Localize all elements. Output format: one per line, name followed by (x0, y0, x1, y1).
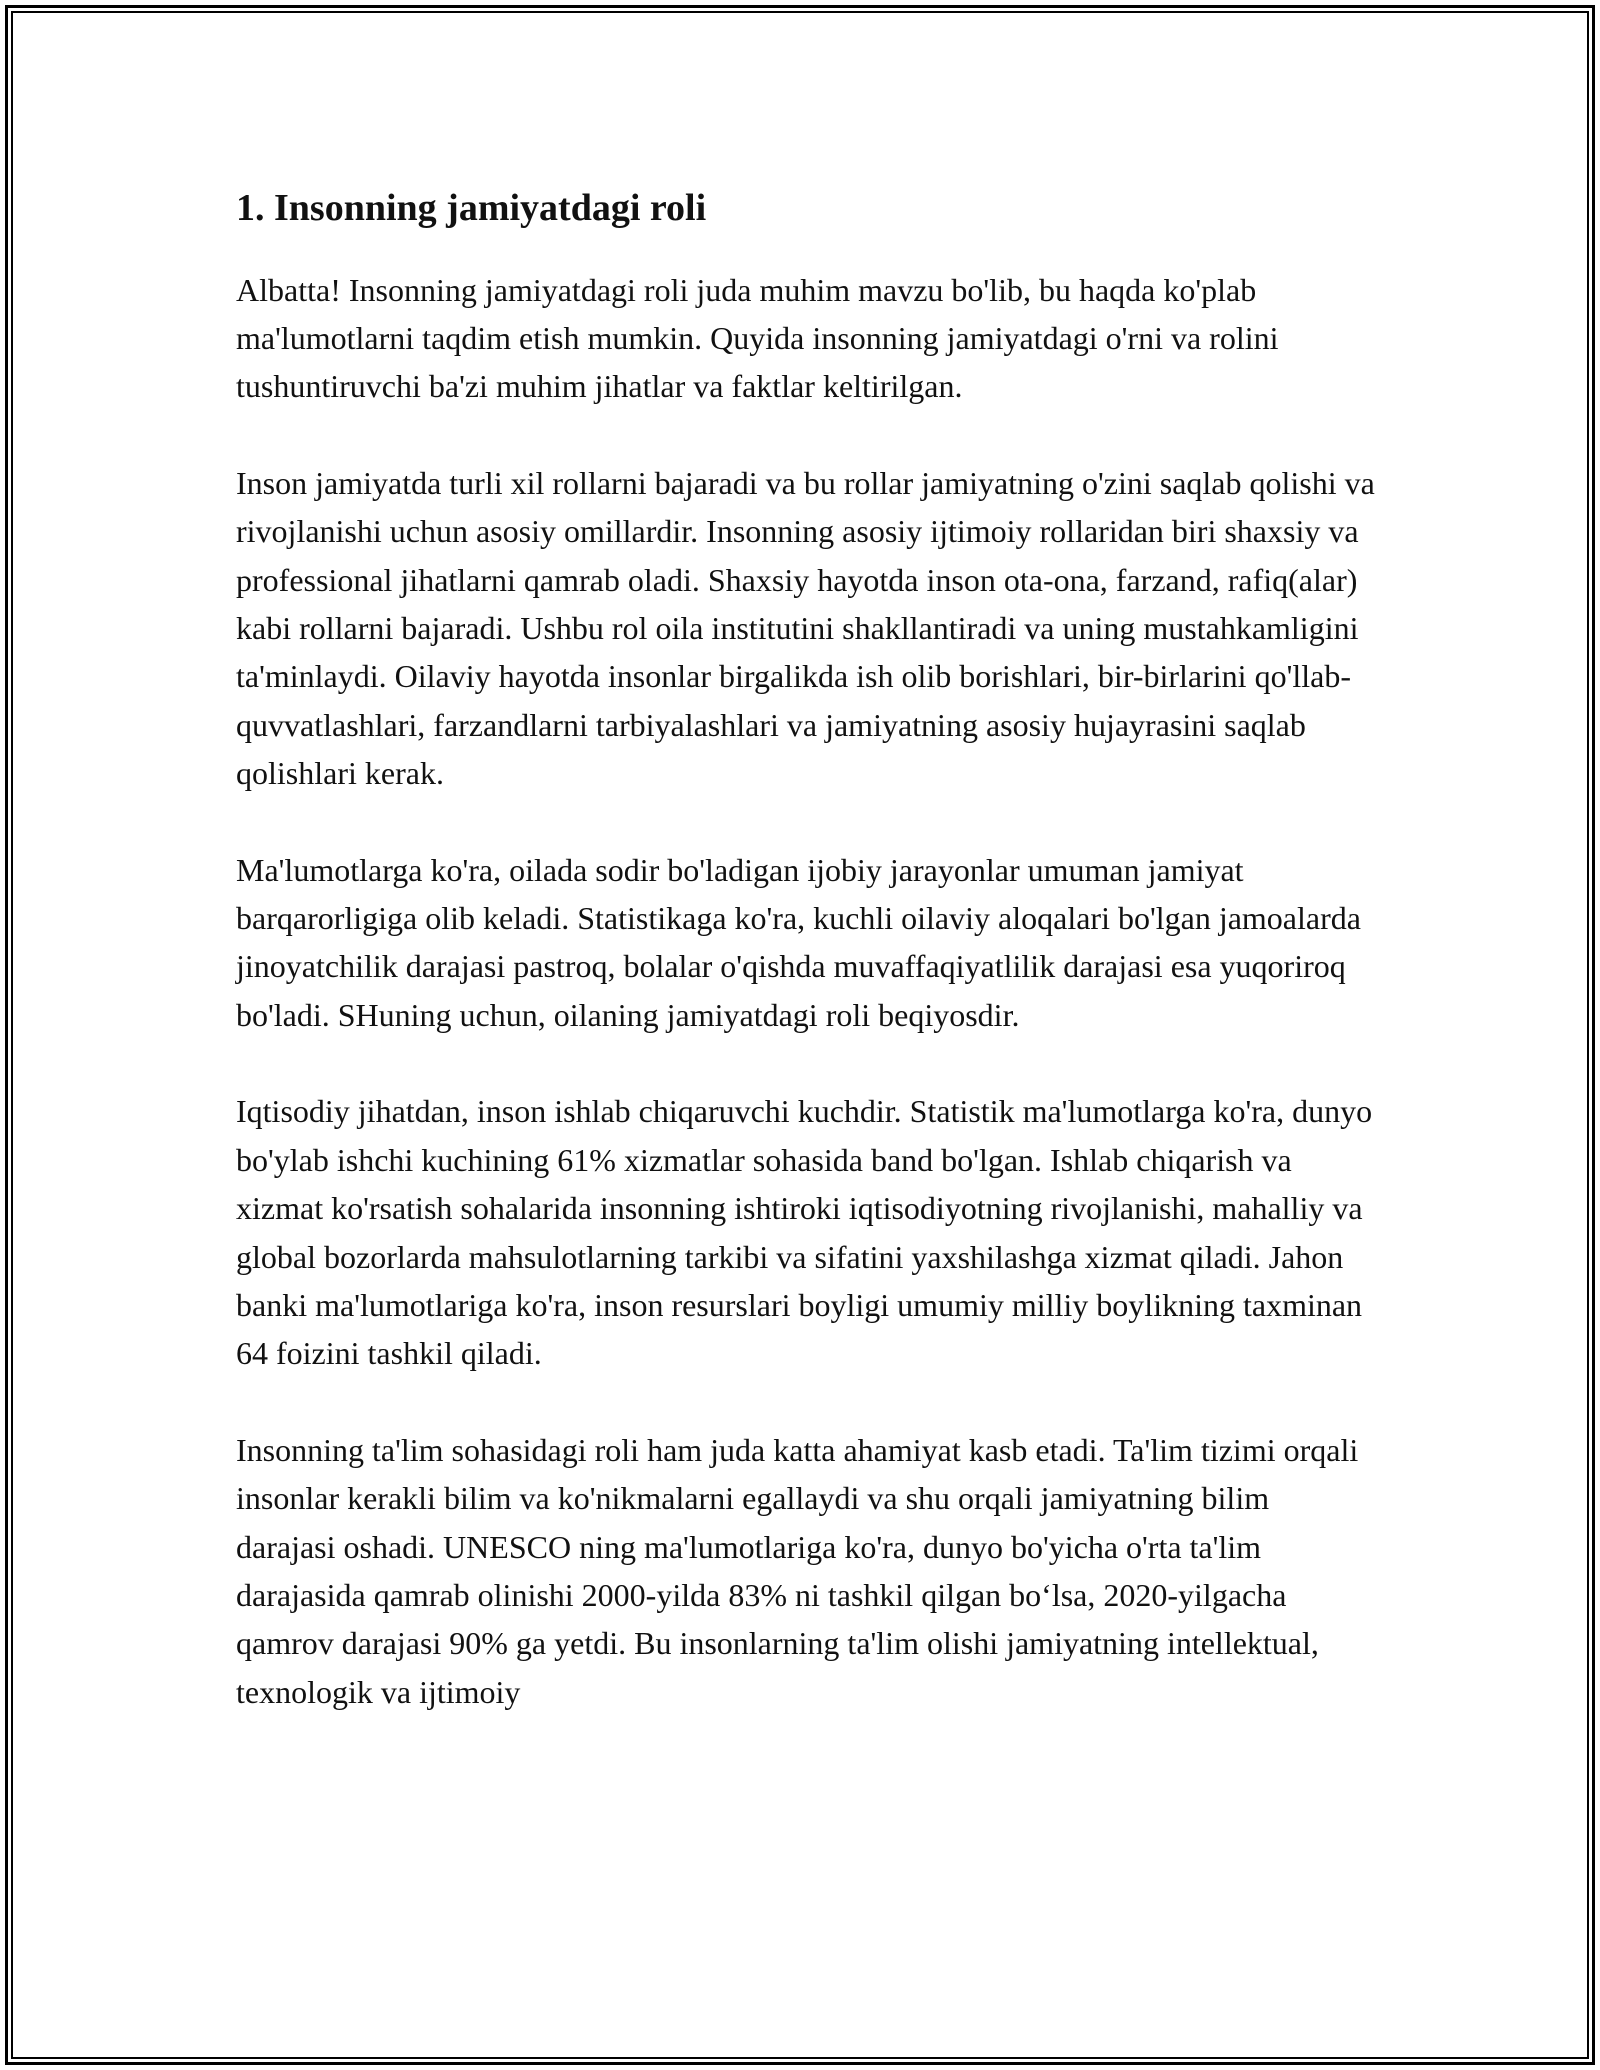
paragraph-social-roles: Inson jamiyatda turli xil rollarni bajaradi va bu rollar jamiyatning o'zini saqlab qolishi va rivojlanishi uchun asosiy omillardir. Insonning asosiy ijtimoiy rollaridan biri shaxsiy va professional jihatlarni qamrab oladi. Shaxsiy hayotda inson ota-ona, farzand, rafiq(alar) kabi rollarni bajaradi. Ushbu rol oila institutini shakllantiradi va uning mustahkamligini ta'minlaydi. Oilaviy hayotda insonlar birgalikda ish olib borishlari, bir-birlarini qo'llab-quvvatlashlari, farzandlarni tarbiyalashlari va jamiyatning asosiy hujayrasini saqlab qolishlari kerak. (236, 464, 1375, 792)
section-heading: 1. Insonning jamiyatdagi roli (236, 187, 707, 229)
paragraph-economic-role: Iqtisodiy jihatdan, inson ishlab chiqaruvchi kuchdir. Statistik ma'lumotlarga ko'ra, dunyo bo'ylab ishchi kuchining 61% xizmatlar sohasida band bo'lgan. Ishlab chiqarish va xizmat ko'rsatish sohalarida insonning ishtiroki iqtisodiyotning rivojlanishi, mahalliy va global bozorlarda mahsulotlarning tarkibi va sifatini yaxshilashga xizmat qiladi. Jahon banki ma'lumotlariga ko'ra, inson resurslari boyligi umumiy milliy boylikning taxminan 64 foizini tashkil qiladi. (236, 1093, 1373, 1372)
paragraph-intro: Albatta! Insonning jamiyatdagi roli juda muhim mavzu bo'lib, bu haqda ko'plab ma'lumotlarni taqdim etish mumkin. Quyida insonning jamiyatdagi o'rni va rolini tushuntiruvchi ba'zi muhim jihatlar va faktlar keltirilgan. (236, 271, 1279, 405)
document-page (236, 186, 1376, 1716)
paragraph-family-statistics: Ma'lumotlarga ko'ra, oilada sodir bo'ladigan ijobiy jarayonlar umuman jamiyat barqarorligiga olib keladi. Statistikaga ko'ra, kuchli oilaviy aloqalari bo'lgan jamoalarda jinoyatchilik darajasi pastroq, bolalar o'qishda muvaffaqiyatlilik darajasi esa yuqoriroq bo'ladi. SHuning uchun, oilaning jamiyatdagi roli beqiyosdir. (236, 851, 1361, 1033)
paragraph-education-role: Insonning ta'lim sohasidagi roli ham juda katta ahamiyat kasb etadi. Ta'lim tizimi orqali insonlar kerakli bilim va ko'nikmalarni egallaydi va shu orqali jamiyatning bilim darajasi oshadi. UNESCO ning ma'lumotlariga ko'ra, dunyo bo'yicha o'rta ta'lim darajasida qamrab olinishi 2000-yilda 83% ni tashkil qilgan bo‘lsa, 2020-yilgacha qamrov darajasi 90% ga yetdi. Bu insonlarning ta'lim olishi jamiyatning intellektual, texnologik va ijtimoiy (236, 1431, 1359, 1710)
